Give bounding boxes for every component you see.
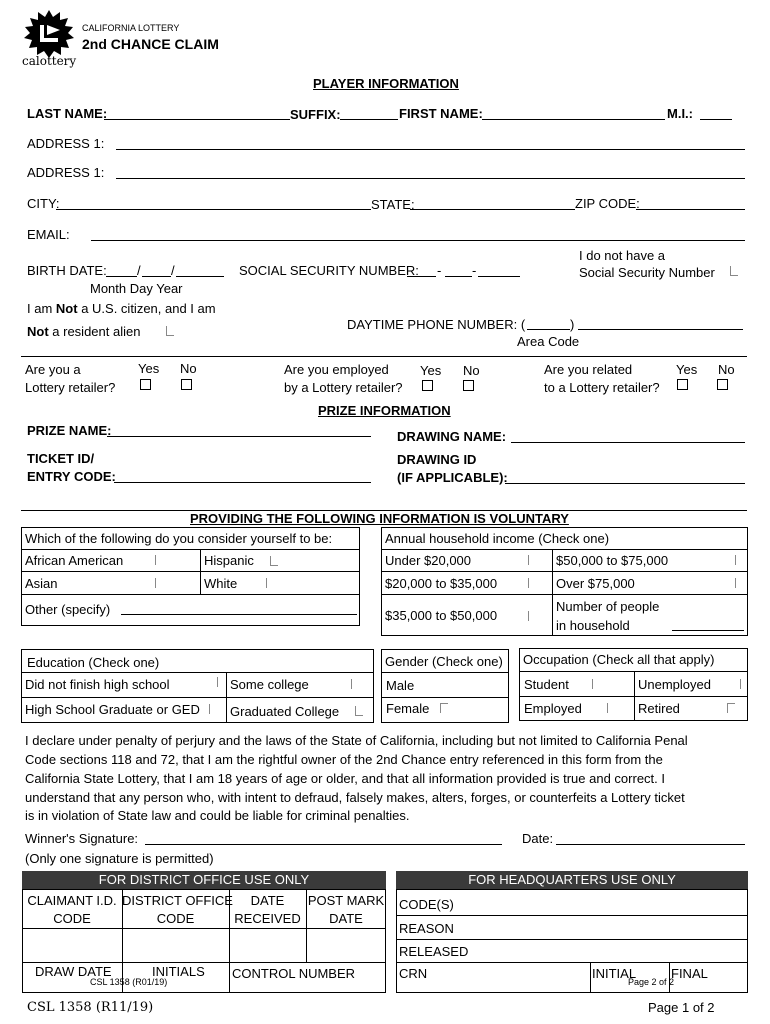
education-row-line (21, 697, 374, 698)
lottery-logo (22, 8, 76, 68)
state-label: STATE: (371, 197, 415, 212)
drawing-id-label-1: DRAWING ID (397, 452, 477, 467)
income-row-line (381, 594, 748, 595)
grad-college-checkbox[interactable] (355, 706, 363, 716)
draw-date-label: DRAW DATE (35, 964, 112, 979)
income-question: Annual household income (Check one) (385, 531, 610, 546)
zip-label: ZIP CODE: (575, 196, 640, 211)
student-checkbox[interactable] (592, 679, 600, 689)
retired-checkbox[interactable] (727, 703, 735, 713)
income-row-line (381, 571, 748, 572)
hispanic-checkbox[interactable] (270, 556, 278, 566)
logo-text: calottery (22, 54, 77, 68)
ethnicity-row-line (21, 571, 360, 572)
citizen-label: I am Not a U.S. citizen, and I am (27, 301, 216, 316)
not-finish-hs-checkbox[interactable] (210, 677, 218, 687)
ticket-id-label-2: ENTRY CODE: (27, 469, 116, 484)
student-label: Student (524, 677, 569, 692)
form-number: CSL 1358 (R11/19) (27, 1000, 154, 1015)
retailer-q1-yes-label: Yes (138, 361, 160, 376)
african-american-checkbox[interactable] (155, 555, 163, 565)
birth-date-label: BIRTH DATE: (27, 263, 107, 278)
address1-field[interactable] (116, 149, 745, 150)
district-row-line (22, 928, 386, 929)
birth-date-sublabel: Month Day Year (90, 281, 183, 296)
employed-checkbox[interactable] (607, 703, 615, 713)
phone-number-field[interactable] (578, 329, 743, 330)
gender-row-line (381, 697, 509, 698)
some-college-label: Some college (230, 677, 309, 692)
retailer-q1-no-label: No (180, 361, 197, 376)
initials-label: INITIALS (152, 964, 205, 979)
date-received-label-1: DATE (250, 893, 285, 908)
final-label: FINAL (671, 966, 708, 981)
district-code-label-1: DISTRICT OFFICE (122, 893, 233, 908)
household-field[interactable] (672, 630, 744, 631)
asian-checkbox[interactable] (155, 578, 163, 588)
retailer-q1-no-checkbox[interactable] (181, 379, 192, 390)
female-checkbox[interactable] (440, 703, 448, 713)
address2-label: ADDRESS 1: (27, 165, 105, 180)
some-college-checkbox[interactable] (351, 679, 359, 689)
occupation-question: Occupation (Check all that apply) (523, 652, 715, 667)
ethnicity-row-line (21, 549, 360, 550)
grad-college-label: Graduated College (230, 704, 340, 719)
household-label-1: Number of people (556, 599, 660, 614)
control-number-label: CONTROL NUMBER (232, 966, 356, 981)
district-row-line (22, 962, 386, 963)
birth-year-field[interactable] (176, 276, 224, 277)
drawing-name-label: DRAWING NAME: (397, 429, 507, 444)
page-small-label: Page 2 of 2 (628, 977, 675, 987)
gender-row-line (381, 672, 509, 673)
city-label: CITY: (27, 196, 60, 211)
retailer-q1-yes-checkbox[interactable] (140, 379, 151, 390)
ssn-field-2[interactable] (445, 276, 472, 277)
retailer-q3-yes-label: Yes (676, 362, 698, 377)
postmark-label-2: DATE (329, 911, 363, 926)
ssn-label: SOCIAL SECURITY NUMBER: (239, 263, 419, 278)
resident-label: Not a resident alien (27, 324, 141, 339)
suffix-field[interactable] (340, 119, 398, 120)
male-label: Male (386, 678, 415, 693)
signature-field[interactable] (145, 844, 502, 845)
unemployed-label: Unemployed (638, 677, 711, 692)
district-header: FOR DISTRICT OFFICE USE ONLY (22, 871, 386, 889)
retailer-q2-no-checkbox[interactable] (463, 380, 474, 391)
education-row-line (21, 672, 374, 673)
retailer-q2-line2: by a Lottery retailer? (284, 380, 403, 395)
birth-month-field[interactable] (106, 276, 137, 277)
last-name-field[interactable] (104, 119, 290, 120)
hq-row-line (396, 915, 748, 916)
retailer-q2-yes-checkbox[interactable] (422, 380, 433, 391)
ethnicity-question: Which of the following do you consider yourself to be: (25, 531, 333, 546)
declaration-line-3: California State Lottery, that I am 18 years of age or older, and that all information provided is true and correct. I (25, 771, 665, 786)
under-20k-label: Under $20,000 (385, 553, 472, 568)
hq-row-line (396, 939, 748, 940)
first-name-label: FIRST NAME: (399, 106, 483, 121)
prize-name-label: PRIZE NAME: (27, 423, 112, 438)
prize-info-heading: PRIZE INFORMATION (318, 403, 451, 418)
ethnicity-col-line (200, 549, 201, 594)
released-label: RELEASED (399, 944, 469, 959)
ssn-field-1[interactable] (407, 276, 436, 277)
one-signature-note: (Only one signature is permitted) (25, 851, 214, 866)
income-col-line (552, 549, 553, 636)
ticket-id-field[interactable] (114, 482, 371, 483)
address1-label: ADDRESS 1: (27, 136, 105, 151)
reason-label: REASON (399, 921, 454, 936)
ethnicity-row-line (21, 594, 360, 595)
education-question: Education (Check one) (27, 655, 160, 670)
voluntary-heading: PROVIDING THE FOLLOWING INFORMATION IS VOLUNTARY (190, 511, 569, 526)
50-75k-label: $50,000 to $75,000 (556, 553, 669, 568)
unemployed-checkbox[interactable] (740, 679, 748, 689)
phone-close: ) (570, 317, 575, 332)
retailer-q2-yes-label: Yes (420, 363, 442, 378)
date-field[interactable] (556, 844, 745, 845)
area-code-label: Area Code (517, 334, 580, 349)
signature-label: Winner's Signature: (25, 831, 139, 846)
drawing-name-field[interactable] (511, 442, 745, 443)
district-code-label-2: CODE (156, 911, 195, 926)
first-name-field[interactable] (482, 119, 665, 120)
claimant-id-label-1: CLAIMANT I.D. (27, 893, 117, 908)
page-number: Page 1 of 2 (648, 1000, 715, 1015)
retailer-q3-line1: Are you related (544, 362, 633, 377)
hq-col-line (590, 962, 591, 993)
address2-field[interactable] (116, 178, 745, 179)
org-name: CALIFORNIA LOTTERY (82, 23, 180, 33)
drawing-id-field[interactable] (505, 483, 745, 484)
retailer-q3-yes-checkbox[interactable] (677, 379, 688, 390)
mi-field[interactable] (700, 119, 732, 120)
state-field[interactable] (410, 209, 575, 210)
ssn-dash-2: - (472, 263, 477, 278)
no-ssn-label-1: I do not have a (579, 248, 666, 263)
postmark-label-1: POST MARK (307, 893, 385, 908)
email-label: EMAIL: (27, 227, 70, 242)
income-row-line (381, 549, 748, 550)
other-field[interactable] (121, 614, 357, 615)
ssn-field-3[interactable] (478, 276, 520, 277)
hs-grad-label: High School Graduate or GED (25, 702, 200, 717)
retailer-q1-line2: Lottery retailer? (25, 380, 116, 395)
declaration-line-2: Code sections 118 and 72, that I am the rightful owner of the 2nd Chance entry referenced in this form from the (25, 752, 663, 767)
birth-slash-2: / (171, 263, 175, 278)
city-field[interactable] (56, 209, 371, 210)
initial-label: INITIAL (592, 966, 637, 981)
suffix-label: SUFFIX: (290, 107, 341, 122)
50-75k-checkbox[interactable] (735, 555, 743, 565)
player-info-heading: PLAYER INFORMATION (313, 76, 459, 91)
declaration-line-1: I declare under penalty of perjury and the laws of the State of California, including but not limited to California Penal (25, 733, 688, 748)
section-divider (21, 356, 747, 357)
retailer-q2-no-label: No (463, 363, 480, 378)
date-received-label-2: RECEIVED (234, 911, 301, 926)
white-label: White (204, 576, 238, 591)
over-75k-checkbox[interactable] (735, 578, 743, 588)
20-35k-checkbox[interactable] (528, 578, 536, 588)
retailer-q2-line1: Are you employed (284, 362, 389, 377)
zip-field[interactable] (636, 209, 745, 210)
drawing-id-label-2: (IF APPLICABLE): (397, 470, 508, 485)
under-20k-checkbox[interactable] (528, 555, 536, 565)
no-ssn-label-2: Social Security Number (579, 265, 715, 280)
date-label: Date: (522, 831, 554, 846)
hs-grad-checkbox[interactable] (209, 704, 217, 714)
asian-label: Asian (25, 576, 58, 591)
not-finish-hs-label: Did not finish high school (25, 677, 170, 692)
crn-label: CRN (399, 966, 428, 981)
birth-day-field[interactable] (142, 276, 171, 277)
claimant-id-label-2: CODE (53, 911, 91, 926)
ticket-id-label-1: TICKET ID/ (27, 451, 95, 466)
20-35k-label: $20,000 to $35,000 (385, 576, 498, 591)
phone-label: DAYTIME PHONE NUMBER: ( (347, 317, 526, 332)
codes-label: CODE(S) (399, 897, 454, 912)
education-col-line (226, 672, 227, 723)
prize-name-field[interactable] (107, 436, 371, 437)
retailer-q3-no-checkbox[interactable] (717, 379, 728, 390)
female-label: Female (386, 701, 430, 716)
phone-area-field[interactable] (527, 329, 570, 330)
form-title: 2nd CHANCE CLAIM (82, 36, 219, 52)
african-american-label: African American (25, 553, 124, 568)
hispanic-label: Hispanic (204, 553, 254, 568)
retailer-q1-line1: Are you a (25, 362, 81, 377)
csl-small-label: CSL 1358 (R01/19) (90, 977, 168, 987)
household-label-2: in household (556, 618, 630, 633)
35-50k-label: $35,000 to $50,000 (385, 608, 498, 623)
last-name-label: LAST NAME: (27, 106, 108, 121)
declaration-line-4: understand that any person who, with intent to defraud, falsely makes, alters, forges, or counterfeits a Lottery ticket (25, 790, 685, 805)
no-ssn-checkbox[interactable] (730, 266, 738, 276)
over-75k-label: Over $75,000 (556, 576, 635, 591)
hq-row-line (396, 962, 748, 963)
mi-label: M.I.: (667, 106, 693, 121)
retailer-q3-no-label: No (718, 362, 735, 377)
retailer-q3-line2: to a Lottery retailer? (544, 380, 660, 395)
retired-label: Retired (638, 701, 680, 716)
gender-question: Gender (Check one) (385, 654, 503, 669)
declaration-line-5: is in violation of State law and could be liable for criminal penalties. (25, 808, 410, 823)
occupation-col-line (634, 671, 635, 721)
hq-header: FOR HEADQUARTERS USE ONLY (396, 871, 748, 889)
email-field[interactable] (91, 240, 745, 241)
ssn-dash-1: - (437, 263, 442, 278)
resident-checkbox[interactable] (166, 326, 174, 336)
other-label: Other (specify) (25, 602, 111, 617)
white-checkbox[interactable] (266, 578, 274, 588)
35-50k-checkbox[interactable] (528, 611, 536, 621)
employed-label: Employed (524, 701, 582, 716)
birth-slash-1: / (137, 263, 141, 278)
